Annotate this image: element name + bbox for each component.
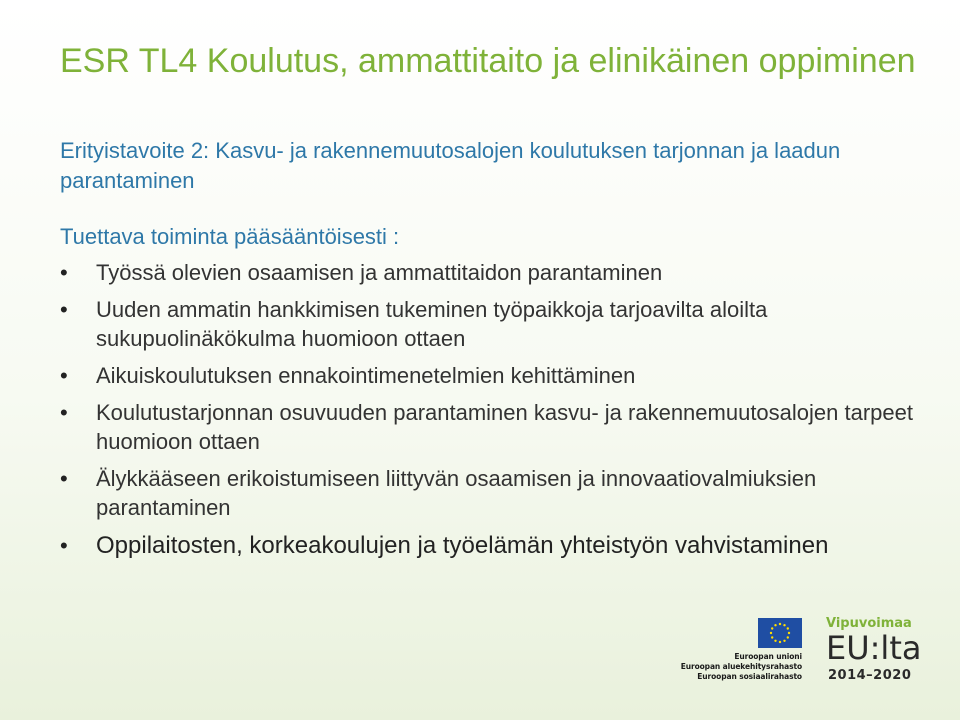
bullet-item <box>60 398 920 456</box>
eu-star-icon <box>771 636 773 638</box>
intro-text: Tuettava toiminta pääsääntöisesti : <box>60 224 400 249</box>
vipuvoimaa-logo <box>826 616 936 690</box>
bullet-dot-icon: • <box>60 260 68 285</box>
bullet-dot-icon: • <box>60 363 68 388</box>
eu-star-icon <box>770 632 772 634</box>
bullet-text: Aikuiskoulutuksen ennakointimenetelmien kehittäminen <box>96 363 636 388</box>
bullet-dot-icon: • <box>60 533 68 558</box>
eu-logo <box>680 618 806 688</box>
vipuvoimaa-years: 2014–2020 <box>828 668 912 683</box>
slide-subtitle: Erityistavoite 2: Kasvu- ja rakennemuutosalojen koulutuksen tarjonnan ja laadun parantaminen <box>60 138 841 193</box>
bullet-list <box>60 258 920 569</box>
eu-stars-icon <box>758 618 802 648</box>
eu-star-icon <box>774 640 776 642</box>
bullet-item <box>60 258 920 287</box>
bullet-item <box>60 464 920 522</box>
eu-flag-icon <box>758 618 802 648</box>
eu-logo-text <box>681 652 802 682</box>
bullet-item <box>60 295 920 353</box>
eu-line-union: Euroopan unioni <box>734 652 802 661</box>
eu-star-icon <box>771 627 773 629</box>
eu-star-icon <box>783 640 785 642</box>
bullet-text: Uuden ammatin hankkimisen tukeminen työpaikkoja tarjoavilta aloilta sukupuolinäkökulma huomioon ottaen <box>96 297 768 351</box>
vipuvoimaa-name: Vipuvoimaa <box>826 616 912 631</box>
bullet-text: Työssä olevien osaamisen ja ammattitaidon parantaminen <box>96 260 663 285</box>
eu-star-icon <box>779 623 781 625</box>
eu-line-esf: Euroopan sosiaalirahasto <box>697 672 802 681</box>
eu-star-icon <box>774 624 776 626</box>
bullet-text: Koulutustarjonnan osuvuuden parantaminen kasvu- ja rakennemuutosalojen tarpeet huomioon ottaen <box>96 400 913 454</box>
bullet-dot-icon: • <box>60 466 68 491</box>
bullet-text: Oppilaitosten, korkeakoulujen ja työelämän yhteistyön vahvistaminen <box>96 532 829 559</box>
vipuvoimaa-brand: EU:lta <box>826 629 922 667</box>
eu-line-erdf: Euroopan aluekehitysrahasto <box>680 662 802 671</box>
eu-star-icon <box>787 627 789 629</box>
bullet-dot-icon: • <box>60 297 68 322</box>
eu-star-icon <box>787 636 789 638</box>
slide-title: ESR TL4 Koulutus, ammattitaito ja elinikäinen oppiminen <box>60 42 916 80</box>
bullet-dot-icon: • <box>60 400 68 425</box>
eu-star-icon <box>788 632 790 634</box>
bullet-text: Älykkääseen erikoistumiseen liittyvän osaamisen ja innovaatiovalmiuksien parantaminen <box>96 466 817 520</box>
bullet-item <box>60 530 920 561</box>
eu-star-icon <box>783 624 785 626</box>
eu-star-icon <box>779 641 781 643</box>
bullet-item <box>60 361 920 390</box>
